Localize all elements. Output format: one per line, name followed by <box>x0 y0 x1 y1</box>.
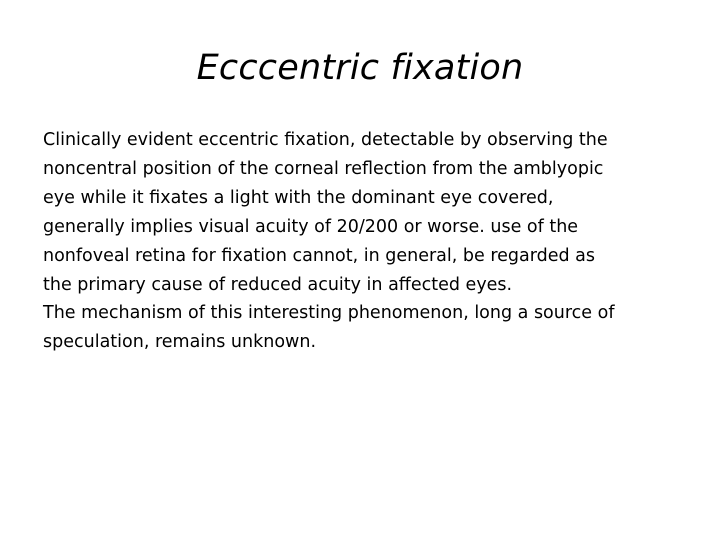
body-line: speculation, remains unknown. <box>43 332 317 353</box>
body-line: eye while it fixates a light with the dominant eye covered, <box>43 187 554 208</box>
slide-body <box>43 126 693 357</box>
body-line: The mechanism of this interesting phenomenon, long a source of <box>43 303 615 324</box>
body-line: generally implies visual acuity of 20/200 or worse. use of the <box>43 216 579 237</box>
body-line: Clinically evident eccentric fixation, detectable by observing the <box>43 130 608 150</box>
body-line: noncentral position of the corneal reflection from the amblyopic <box>43 158 604 179</box>
body-line: the primary cause of reduced acuity in affected eyes. <box>43 274 513 295</box>
slide-title: Ecccentric fixation <box>196 48 524 88</box>
body-line: nonfoveal retina for fixation cannot, in general, be regarded as <box>43 245 596 266</box>
